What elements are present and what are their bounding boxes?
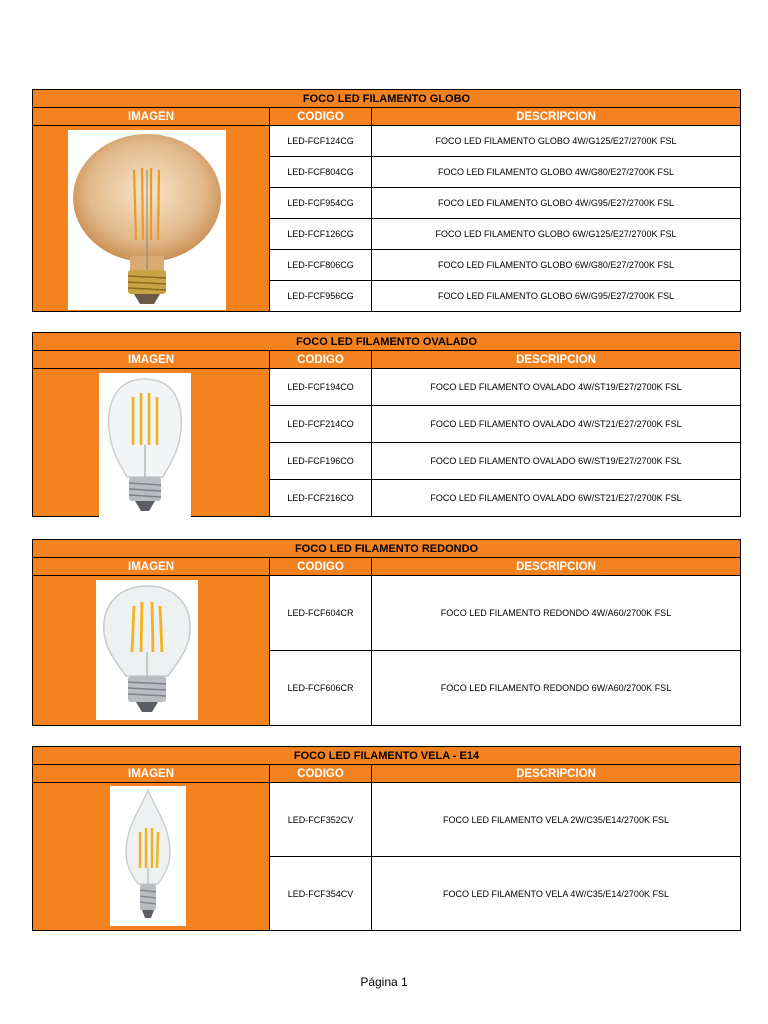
globe-bulb-icon: [68, 130, 226, 310]
header-codigo: CODIGO: [270, 558, 372, 576]
table-row: [33, 369, 741, 406]
header-imagen: IMAGEN: [33, 558, 270, 576]
section-title: FOCO LED FILAMENTO VELA - E14: [33, 747, 741, 765]
section-title: FOCO LED FILAMENTO REDONDO: [33, 540, 741, 558]
oval-bulb-icon: [99, 373, 191, 519]
product-description: FOCO LED FILAMENTO GLOBO 4W/G80/E27/2700K FSL: [372, 157, 741, 188]
product-table: [32, 89, 741, 312]
product-code: LED-FCF604CR: [270, 576, 372, 651]
product-description: FOCO LED FILAMENTO GLOBO 4W/G95/E27/2700K FSL: [372, 188, 741, 219]
product-description: FOCO LED FILAMENTO GLOBO 6W/G80/E27/2700K FSL: [372, 250, 741, 281]
product-table: [32, 746, 741, 931]
header-codigo: CODIGO: [270, 108, 372, 126]
header-imagen: IMAGEN: [33, 108, 270, 126]
section-ovalado: [32, 332, 740, 517]
section-title: FOCO LED FILAMENTO GLOBO: [33, 90, 741, 108]
product-code: LED-FCF954CG: [270, 188, 372, 219]
section-redondo: [32, 539, 740, 726]
section-vela: [32, 746, 740, 931]
candle-bulb-icon: [110, 786, 186, 926]
product-description: FOCO LED FILAMENTO GLOBO 6W/G125/E27/2700K FSL: [372, 219, 741, 250]
product-code: LED-FCF804CG: [270, 157, 372, 188]
product-description: FOCO LED FILAMENTO VELA 4W/C35/E14/2700K FSL: [372, 857, 741, 931]
product-code: LED-FCF194CO: [270, 369, 372, 406]
header-codigo: CODIGO: [270, 351, 372, 369]
product-code: LED-FCF606CR: [270, 651, 372, 726]
header-codigo: CODIGO: [270, 765, 372, 783]
image-cell: [33, 576, 270, 726]
product-description: FOCO LED FILAMENTO OVALADO 4W/ST21/E27/2700K FSL: [372, 406, 741, 443]
product-description: FOCO LED FILAMENTO GLOBO 4W/G125/E27/2700K FSL: [372, 126, 741, 157]
product-description: FOCO LED FILAMENTO OVALADO 4W/ST19/E27/2700K FSL: [372, 369, 741, 406]
header-descripcion: DESCRIPCION: [372, 558, 741, 576]
product-description: FOCO LED FILAMENTO OVALADO 6W/ST19/E27/2700K FSL: [372, 443, 741, 480]
header-descripcion: DESCRIPCION: [372, 108, 741, 126]
header-imagen: IMAGEN: [33, 765, 270, 783]
product-code: LED-FCF956CG: [270, 281, 372, 312]
product-description: FOCO LED FILAMENTO REDONDO 6W/A60/2700K FSL: [372, 651, 741, 726]
product-code: LED-FCF354CV: [270, 857, 372, 931]
product-table: [32, 539, 741, 726]
product-code: LED-FCF124CG: [270, 126, 372, 157]
product-code: LED-FCF196CO: [270, 443, 372, 480]
round-bulb-icon: [96, 580, 198, 720]
product-description: FOCO LED FILAMENTO VELA 2W/C35/E14/2700K FSL: [372, 783, 741, 857]
product-code: LED-FCF126CG: [270, 219, 372, 250]
product-code: LED-FCF806CG: [270, 250, 372, 281]
product-code: LED-FCF352CV: [270, 783, 372, 857]
section-globo: [32, 89, 740, 312]
header-descripcion: DESCRIPCION: [372, 765, 741, 783]
product-description: FOCO LED FILAMENTO GLOBO 6W/G95/E27/2700K FSL: [372, 281, 741, 312]
image-cell: [33, 126, 270, 312]
table-row: [33, 126, 741, 157]
table-row: [33, 783, 741, 857]
header-imagen: IMAGEN: [33, 351, 270, 369]
header-descripcion: DESCRIPCION: [372, 351, 741, 369]
product-code: LED-FCF214CO: [270, 406, 372, 443]
section-title: FOCO LED FILAMENTO OVALADO: [33, 333, 741, 351]
product-description: FOCO LED FILAMENTO REDONDO 4W/A60/2700K FSL: [372, 576, 741, 651]
product-description: FOCO LED FILAMENTO OVALADO 6W/ST21/E27/2700K FSL: [372, 480, 741, 517]
table-row: [33, 576, 741, 651]
image-cell: [33, 369, 270, 517]
product-code: LED-FCF216CO: [270, 480, 372, 517]
page-number: Página 1: [360, 975, 408, 989]
image-cell: [33, 783, 270, 931]
product-table: [32, 332, 741, 517]
